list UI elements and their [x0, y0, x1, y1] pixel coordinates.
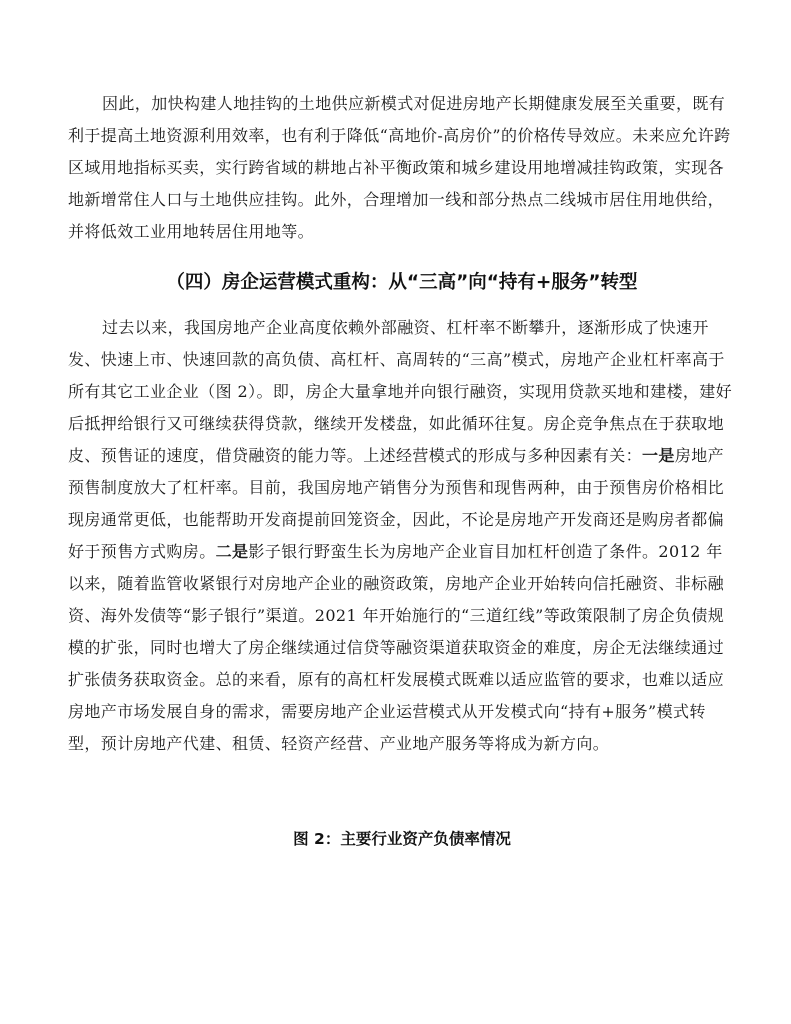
paragraph-land-supply-body: 因此，加快构建人地挂钩的土地供应新模式对促进房地产长期健康发展至关重要，既有利于提高土地资源利用效率，也有利于降低“高地价-高房价”的价格传导效应。未来应允许跨区域用地指标买卖，实行跨省域的耕地占补平衡政策和城乡建设用地增减挂钩政策，实现各地新增常住人口与土地供应挂钩。此外，合理增加一线和部分热点二线城市居住用地供给，并将低效工业用地转居住用地等。	[68, 94, 731, 241]
bold-second-point: 二是	[215, 542, 249, 561]
paragraph-land-supply	[68, 88, 736, 248]
paragraph-part-2: 房地产预售制度放大了杠杆率。目前，我国房地产销售分为预售和现售两种，由于预售房价格相比现房通常更低，也能帮助开发商提前回笼资金，因此，不论是房地产开发商还是购房者都偏好于预售方式购房。	[68, 446, 725, 561]
paragraph-land-supply-text	[68, 88, 736, 248]
bold-first-point: 一是	[642, 446, 675, 465]
paragraph-part-1: 过去以来，我国房地产企业高度依赖外部融资、杠杆率不断攀升，逐渐形成了快速开发、快速上市、快速回款的高负债、高杠杆、高周转的“三高”模式，房地产企业杠杆率高于所有其它工业企业（图 2）。即，房企大量拿地并向银行融资，实现用贷款买地和建楼，建好后抵押给银行又可继续获得贷款，继续开发楼盘，如此循环往复。房企竞争焦点在于获取地皮、预售证的速度，借贷融资的能力等。上述经营模式的形成与多种因素有关：	[68, 318, 733, 465]
paragraph-operating-model-text	[68, 312, 736, 760]
paragraph-part-3: 影子银行野蛮生长为房地产企业盲目加杠杆创造了条件。2012 年以来，随着监管收紧银行对房地产企业的融资政策，房地产企业开始转向信托融资、非标融资、海外发债等“影子银行”渠道。2021 年开始施行的“三道红线”等政策限制了房企负债规模的扩张，同时也增大了房企继续通过信贷等融资渠道获取资金的难度，房企无法继续通过扩张债务获取资金。总的来看，原有的高杠杆发展模式既难以适应监管的要求，也难以适应房地产市场发展自身的需求，需要房地产企业运营模式从开发模式向“持有+服务”模式转型，预计房地产代建、租赁、轻资产经营、产业地产服务等将成为新方向。	[68, 542, 725, 753]
section-heading: （四）房企运营模式重构：从“三高”向“持有+服务”转型	[166, 272, 638, 293]
figure-caption: 图 2：主要行业资产负债率情况	[293, 830, 511, 848]
paragraph-operating-model	[68, 312, 736, 760]
